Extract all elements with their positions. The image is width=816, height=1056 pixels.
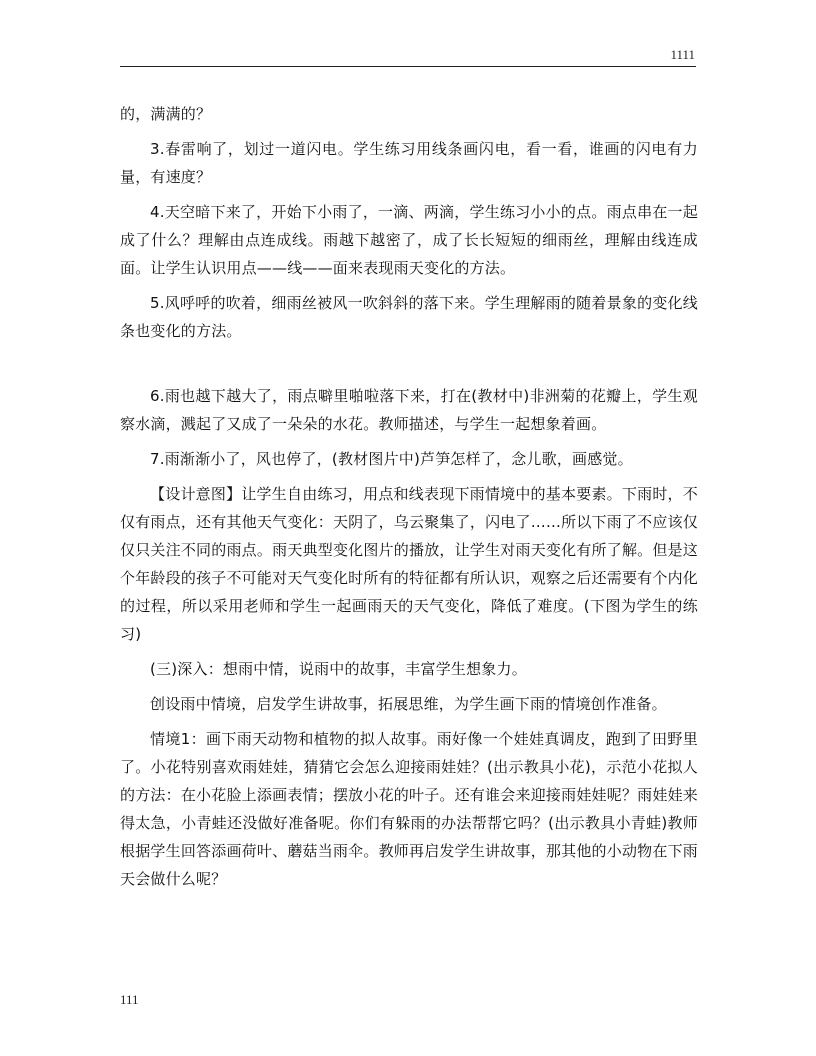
paragraph-section-3: (三)深入：想雨中情，说雨中的故事，丰富学生想象力。	[150, 660, 527, 678]
paragraph-step-7: 7.雨渐渐小了，风也停了，(教材图片中)芦笋怎样了，念儿歌，画感觉。	[150, 450, 633, 468]
blank-gap	[120, 352, 698, 382]
paragraph-scenario-intro: 创设雨中情境，启发学生讲故事，拓展思维，为学生画下雨的情境创作准备。	[150, 695, 667, 713]
document-body	[120, 100, 698, 900]
header-page-number: 1111	[670, 47, 695, 62]
paragraph-step-4: 4.天空暗下来了，开始下小雨了，一滴、两滴，学生练习小小的点。雨点串在一起成了什么？理解由点连成线。雨越下越密了，成了长长短短的细雨丝，理解由线连成面。让学生认识用点——线——面来表现雨天变化的方法。	[120, 203, 698, 277]
footer-page-number: 111	[120, 992, 139, 1007]
paragraph-design-intent: 【设计意图】让学生自由练习，用点和线表现下雨情境中的基本要素。下雨时，不仅有雨点，还有其他天气变化：天阴了，乌云聚集了，闪电了……所以下雨了不应该仅仅只关注不同的雨点。雨天典型变化图片的播放，让学生对雨天变化有所了解。但是这个年龄段的孩子不可能对天气变化时所有的特征都有所认识，观察之后还需要有个内化的过程，所以采用老师和学生一起画雨天的天气变化，降低了难度。(下图为学生的练习)	[120, 485, 698, 643]
paragraph-scenario-1: 情境1：画下雨天动物和植物的拟人故事。雨好像一个娃娃真调皮，跑到了田野里了。小花特别喜欢雨娃娃，猜猜它会怎么迎接雨娃娃？(出示教具小花)，示范小花拟人的方法：在小花脸上添画表情；摆放小花的叶子。还有谁会来迎接雨娃娃呢？雨娃娃来得太急，小青蛙还没做好准备呢。你们有躲雨的办法帮帮它吗？(出示教具小青蛙)教师根据学生回答添画荷叶、蘑菇当雨伞。教师再启发学生讲故事，那其他的小动物在下雨天会做什么呢？	[120, 730, 698, 888]
paragraph-step-3: 3.春雷响了，划过一道闪电。学生练习用线条画闪电，看一看，谁画的闪电有力量，有速度？	[120, 140, 698, 186]
header-rule	[120, 66, 696, 67]
paragraph-step-5: 5.风呼呼的吹着，细雨丝被风一吹斜斜的落下来。学生理解雨的随着景象的变化线条也变化的方法。	[120, 294, 698, 340]
paragraph-step-6: 6.雨也越下越大了，雨点噼里啪啦落下来，打在(教材中)非洲菊的花瓣上，学生观察水滴，溅起了又成了一朵朵的水花。教师描述，与学生一起想象着画。	[120, 387, 698, 433]
paragraph-continuation: 的，满满的？	[120, 105, 212, 123]
